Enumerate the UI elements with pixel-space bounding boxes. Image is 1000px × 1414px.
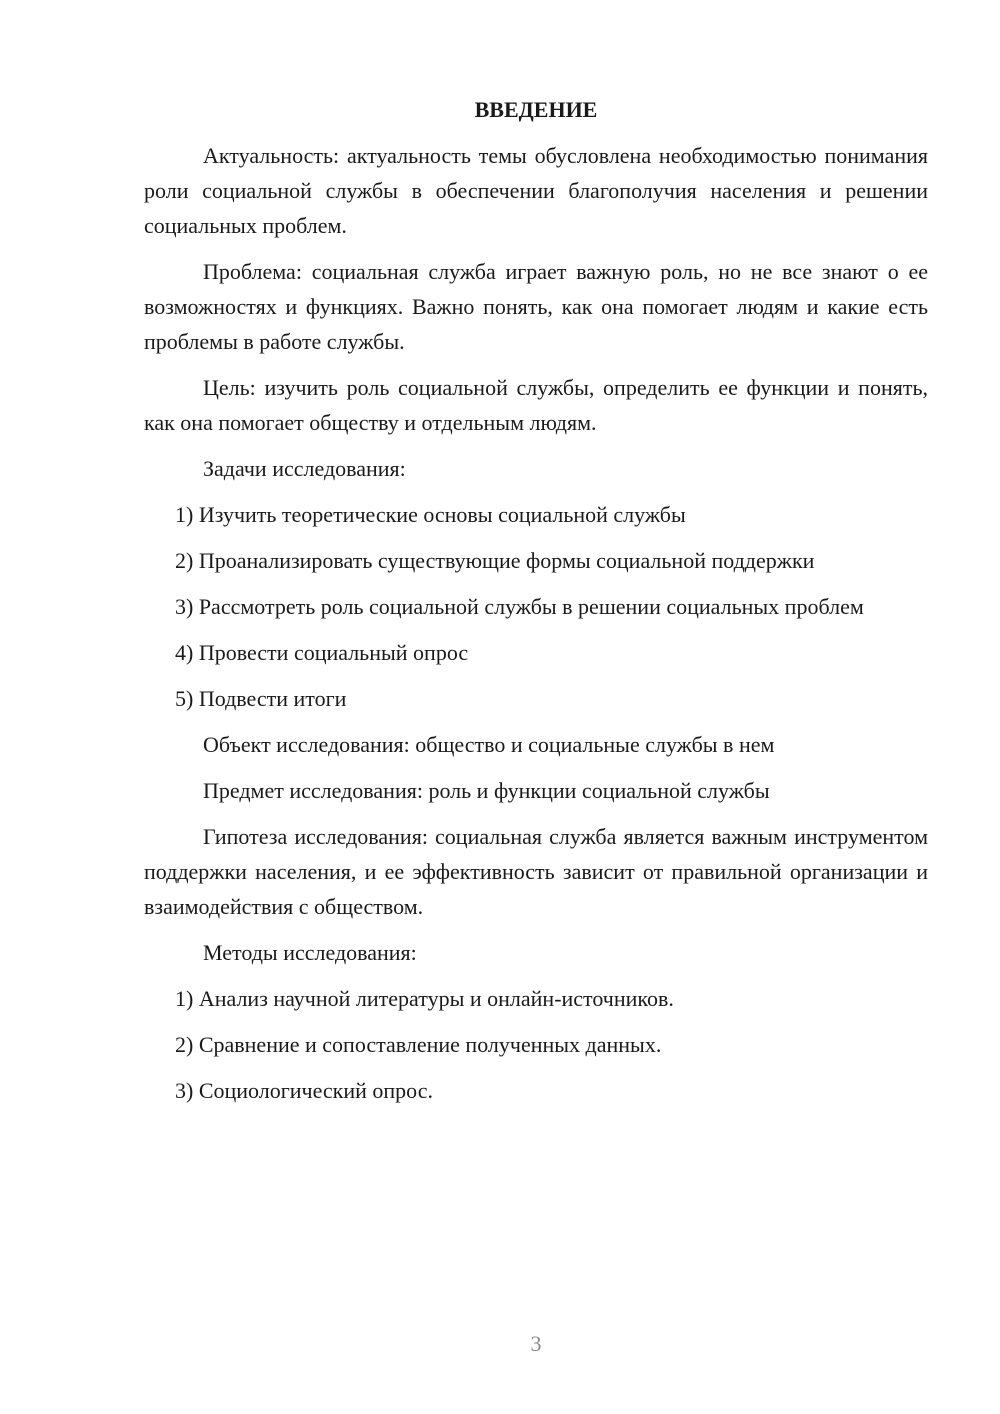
hypothesis-paragraph: Гипотеза исследования: социальная служба является важным инструментом поддержки населения, и ее эффективность зависит от правильной организации и взаимодействия с обществом. [144,824,928,919]
method-item: 2) Сравнение и сопоставление полученных данных. [175,1032,662,1057]
page-number: 3 [530,1331,542,1356]
page-title: ВВЕДЕНИЕ [474,97,598,122]
relevance-paragraph: Актуальность: актуальность темы обусловлена необходимостью понимания роли социальной службы в обеспечении благополучия населения и решении социальных проблем. [144,143,928,238]
method-item: 3) Социологический опрос. [175,1078,433,1103]
task-item: 5) Подвести итоги [175,686,347,711]
problem-paragraph: Проблема: социальная служба играет важную роль, но не все знают о ее возможностях и функциях. Важно понять, как она помогает людям и какие есть проблемы в работе службы. [144,259,928,354]
method-item: 1) Анализ научной литературы и онлайн-источников. [175,986,674,1011]
task-item: 4) Провести социальный опрос [175,640,469,665]
subject-paragraph: Предмет исследования: роль и функции социальной службы [203,778,770,803]
task-item: 2) Проанализировать существующие формы социальной поддержки [175,548,815,573]
page-content [144,92,928,1119]
tasks-heading: Задачи исследования: [203,456,406,481]
object-paragraph: Объект исследования: общество и социальные службы в нем [203,732,775,757]
task-item: 3) Рассмотреть роль социальной службы в решении социальных проблем [175,594,864,619]
task-item: 1) Изучить теоретические основы социальной службы [175,502,686,527]
goal-paragraph: Цель: изучить роль социальной службы, определить ее функции и понять, как она помогает обществу и отдельным людям. [144,375,928,435]
methods-heading: Методы исследования: [203,940,417,965]
